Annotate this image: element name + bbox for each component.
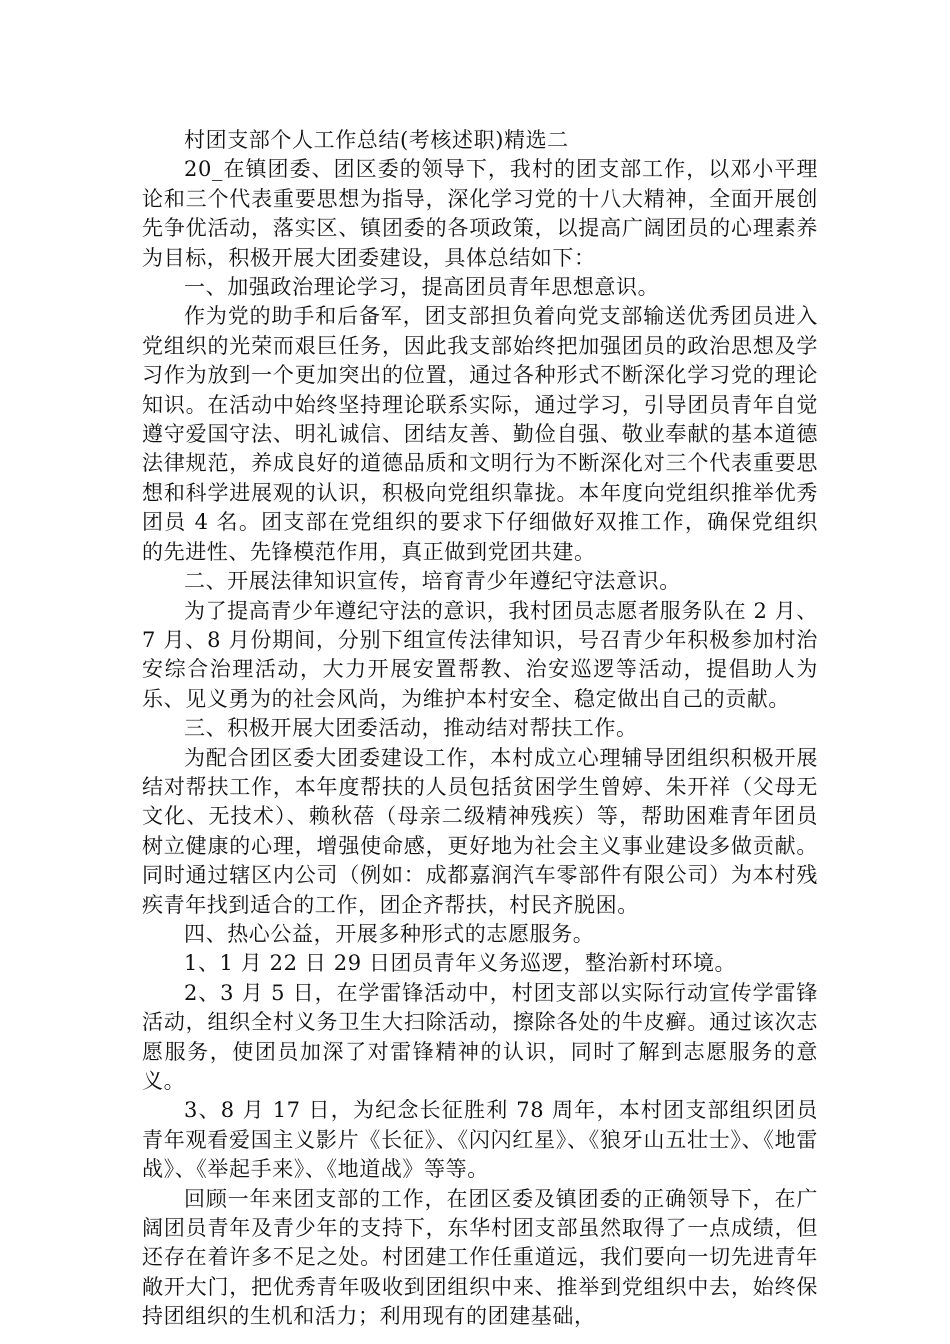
paragraph-intro: 20_在镇团委、团区委的领导下，我村的团支部工作，以邓小平理论和三个代表重要思想为指导，深化学习党的十八大精神，全面开展创先争优活动，落实区、镇团委的各项政策，以提高广阔团员的心理素养为目标，积极开展大团委建设，具体总结如下： <box>142 157 818 270</box>
section-heading-1: 一、加强政治理论学习，提高团员青年思想意识。 <box>184 275 660 300</box>
document-title: 村团支部个人工作总结(考核述职)精选二 <box>184 128 569 152</box>
list-item-1: 1、1 月 22 日 29 日团员青年义务巡逻，整治新村环境。 <box>184 951 737 976</box>
paragraph-section-3: 为配合团区委大团委建设工作，本村成立心理辅导团组织积极开展结对帮扶工作，本年度帮扶的人员包括贫困学生曾婷、朱开祥（父母无文化、无技术）、赖秋蓓（母亲二级精神残疾）等，帮助困难青年团员树立健康的心理，增强使命感，更好地为社会主义事业建设多做贡献。同时通过辖区内公司（例如：成都嘉润汽车零部件有限公司）为本村残疾青年找到适合的工作，团企齐帮扶，村民齐脱困。 <box>142 745 818 917</box>
paragraph-section-2: 为了提高青少年遵纪守法的意识，我村团员志愿者服务队在 2 月、7 月、8 月份期间，分别下组宣传法律知识，号召青少年积极参加村治安综合治理活动，大力开展安置帮教、治安巡逻等活动，提倡助人为乐、见义勇为的社会风尚，为维护本村安全、稳定做出自己的贡献。 <box>142 598 818 711</box>
section-heading-4: 四、热心公益，开展多种形式的志愿服务。 <box>184 921 595 946</box>
document-body <box>142 126 818 1332</box>
list-item-3: 3、8 月 17 日，为纪念长征胜利 78 周年，本村团支部组织团员青年观看爱国主义影片《长征》、《闪闪红星》、《狼牙山五壮士》、《地雷战》、《举起手来》、《地道战》等等。 <box>142 1098 818 1182</box>
section-heading-2: 二、开展法律知识宣传，培育青少年遵纪守法意识。 <box>184 569 681 594</box>
paragraph-section-1: 作为党的助手和后备军，团支部担负着向党支部输送优秀团员进入党组织的光荣而艰巨任务，因此我支部始终把加强团员的政治思想及学习作为放到一个更加突出的位置，通过各种形式不断深化学习党的理论知识。在活动中始终坚持理论联系实际，通过学习，引导团员青年自觉遵守爱国守法、明礼诚信、团结友善、勤俭自强、敬业奉献的基本道德法律规范，养成良好的道德品质和文明行为不断深化对三个代表重要思想和科学进展观的认识，积极向党组织靠拢。本年度向党组织推举优秀团员 4 名。团支部在党组织的要求下仔细做好双推工作，确保党组织的先进性、先锋模范作用，真正做到党团共建。 <box>142 304 818 564</box>
section-heading-3: 三、积极开展大团委活动，推动结对帮扶工作。 <box>184 716 638 741</box>
list-item-2: 2、3 月 5 日，在学雷锋活动中，村团支部以实际行动宣传学雷锋活动，组织全村义务卫生大扫除活动，擦除各处的牛皮癣。通过该次志愿服务，使团员加深了对雷锋精神的认识，同时了解到志愿服务的意义。 <box>142 980 818 1093</box>
paragraph-review: 回顾一年来团支部的工作，在团区委及镇团委的正确领导下，在广阔团员青年及青少年的支持下，东华村团支部虽然取得了一点成绩，但还存在着许多不足之处。村团建工作任重道远，我们要向一切先进青年敞开大门，把优秀青年吸收到团组织中来、推举到党组织中去，始终保持团组织的生机和活力；利用现有的团建基础， <box>142 1186 818 1329</box>
